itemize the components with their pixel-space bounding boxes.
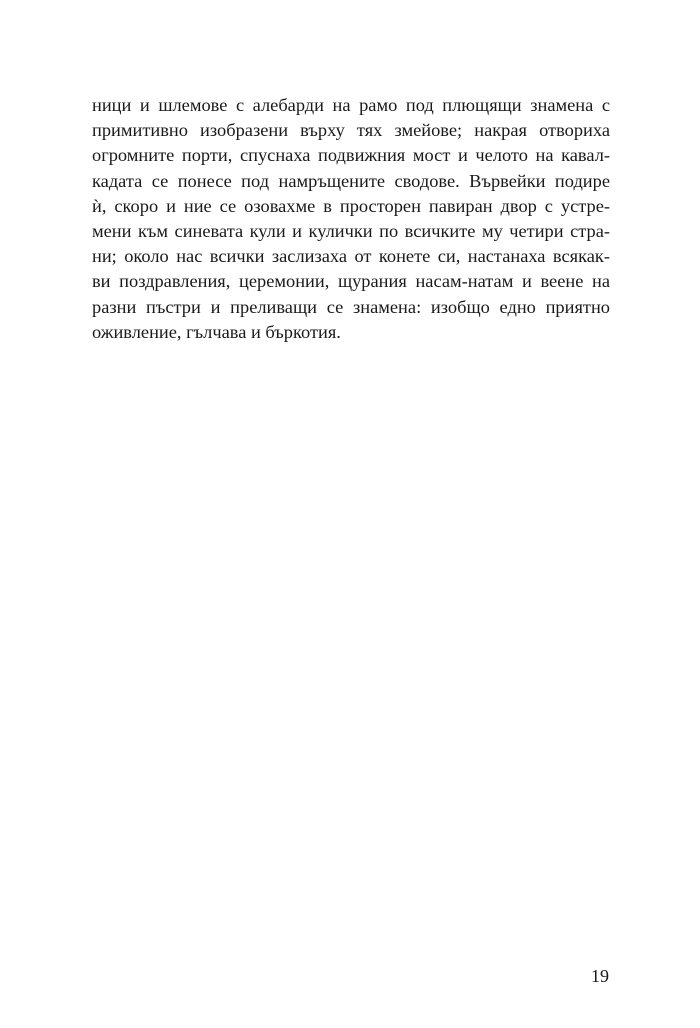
text-line: ѝ, скоро и ние се озовахме в просторен павиран двор с устре-	[92, 195, 610, 216]
text-line: ви поздравления, церемонии, щурания насам-натам и веене на	[92, 271, 610, 292]
page-number: 19	[591, 966, 609, 986]
text-line: разни пъстри и преливащи се знамена: изобщо едно приятно	[92, 296, 610, 317]
text-line: оживление, гълчава и бъркотия.	[92, 321, 341, 342]
text-line: огромните порти, спуснаха подвижния мост и челото на кавал-	[92, 145, 610, 166]
text-line: ници и шлемове с алебарди на рамо под плющящи знамена с	[92, 95, 610, 115]
text-line: мени към синевата кули и кулички по всичките му четири стра-	[92, 220, 610, 241]
text-line: ни; около нас всички заслизаха от конете си, настанаха всякак-	[92, 246, 610, 267]
text-line: примитивно изобразени върху тях змейове; накрая отвориха	[92, 120, 610, 141]
body-paragraph	[92, 93, 610, 345]
text-line: кадата се понесе под намръщените сводове. Вървейки подире	[92, 170, 610, 191]
